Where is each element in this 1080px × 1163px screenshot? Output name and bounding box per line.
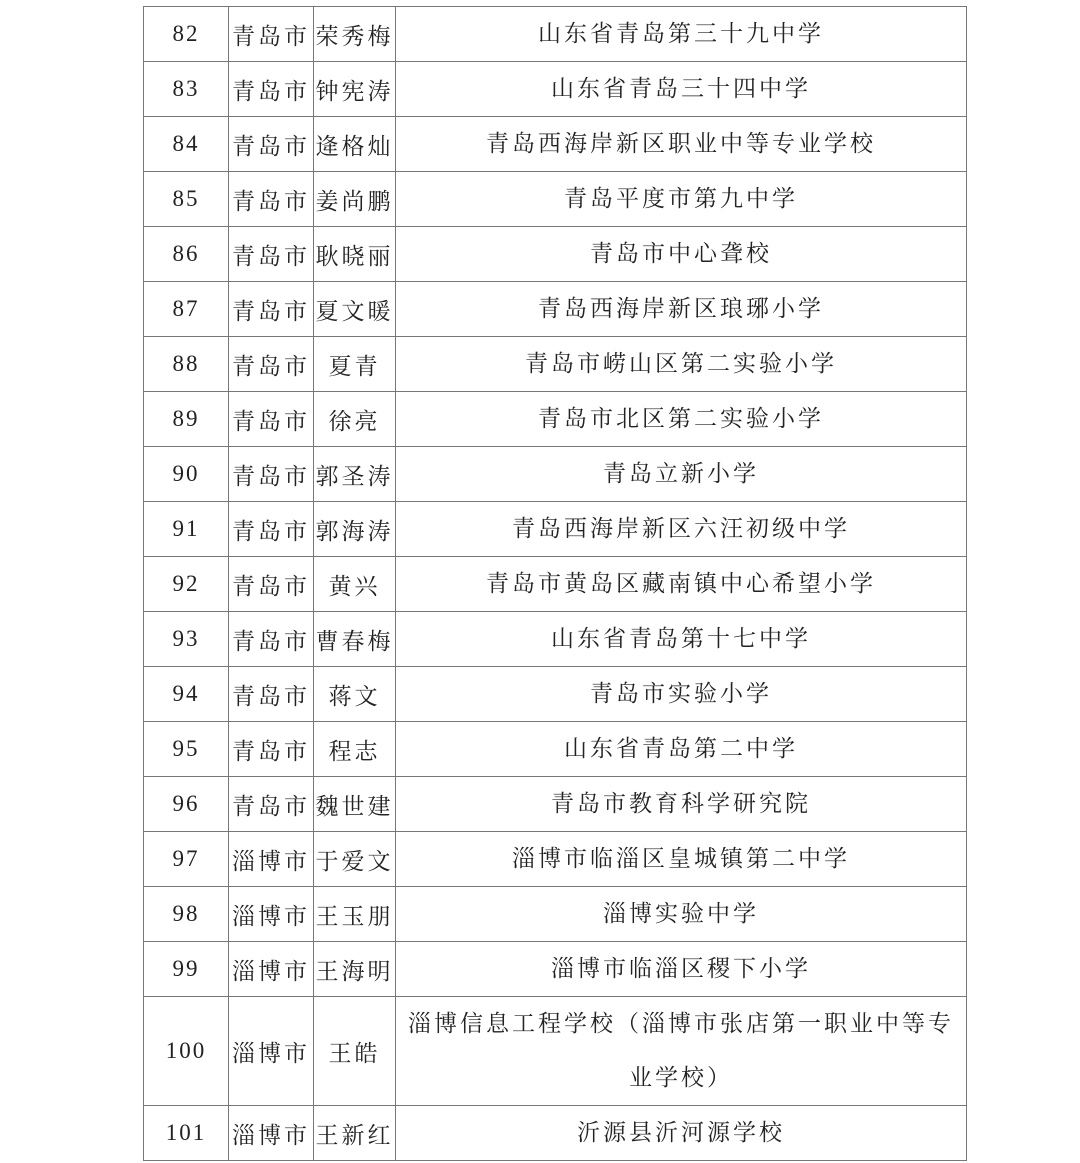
table-row bbox=[144, 1106, 967, 1161]
row-number: 82 bbox=[144, 7, 229, 62]
row-number: 89 bbox=[144, 392, 229, 447]
table-row bbox=[144, 117, 967, 172]
row-number: 86 bbox=[144, 227, 229, 282]
name-cell: 于爱文 bbox=[314, 832, 396, 887]
table-row bbox=[144, 337, 967, 392]
row-number: 91 bbox=[144, 502, 229, 557]
unit-cell: 青岛立新小学 bbox=[396, 447, 967, 502]
city-cell: 青岛市 bbox=[229, 557, 314, 612]
name-cell: 曹春梅 bbox=[314, 612, 396, 667]
city-cell: 淄博市 bbox=[229, 942, 314, 997]
unit-cell: 山东省青岛第十七中学 bbox=[396, 612, 967, 667]
unit-cell: 青岛市中心聋校 bbox=[396, 227, 967, 282]
name-cell: 黄兴 bbox=[314, 557, 396, 612]
table-row bbox=[144, 282, 967, 337]
city-cell: 青岛市 bbox=[229, 7, 314, 62]
city-cell: 淄博市 bbox=[229, 832, 314, 887]
name-cell: 魏世建 bbox=[314, 777, 396, 832]
unit-cell: 青岛平度市第九中学 bbox=[396, 172, 967, 227]
name-cell: 姜尚鹏 bbox=[314, 172, 396, 227]
name-cell: 荣秀梅 bbox=[314, 7, 396, 62]
city-cell: 青岛市 bbox=[229, 62, 314, 117]
row-number: 97 bbox=[144, 832, 229, 887]
row-number: 100 bbox=[144, 997, 229, 1106]
table-row bbox=[144, 62, 967, 117]
city-cell: 淄博市 bbox=[229, 997, 314, 1106]
unit-cell: 淄博市临淄区皇城镇第二中学 bbox=[396, 832, 967, 887]
name-cell: 王玉朋 bbox=[314, 887, 396, 942]
unit-cell: 山东省青岛三十四中学 bbox=[396, 62, 967, 117]
name-cell: 程志 bbox=[314, 722, 396, 777]
unit-cell: 青岛西海岸新区六汪初级中学 bbox=[396, 502, 967, 557]
city-cell: 青岛市 bbox=[229, 392, 314, 447]
unit-cell: 青岛市北区第二实验小学 bbox=[396, 392, 967, 447]
row-number: 96 bbox=[144, 777, 229, 832]
table-body bbox=[144, 7, 967, 1161]
row-number: 99 bbox=[144, 942, 229, 997]
city-cell: 青岛市 bbox=[229, 227, 314, 282]
table-row bbox=[144, 392, 967, 447]
name-cell: 耿晓丽 bbox=[314, 227, 396, 282]
city-cell: 青岛市 bbox=[229, 337, 314, 392]
city-cell: 青岛市 bbox=[229, 502, 314, 557]
table-row bbox=[144, 942, 967, 997]
name-cell: 王皓 bbox=[314, 997, 396, 1106]
unit-cell: 淄博信息工程学校（淄博市张店第一职业中等专业学校） bbox=[396, 997, 967, 1106]
table-row bbox=[144, 722, 967, 777]
table-row bbox=[144, 227, 967, 282]
name-cell: 郭圣涛 bbox=[314, 447, 396, 502]
name-cell: 徐亮 bbox=[314, 392, 396, 447]
name-cell: 夏青 bbox=[314, 337, 396, 392]
row-number: 93 bbox=[144, 612, 229, 667]
unit-cell: 淄博市临淄区稷下小学 bbox=[396, 942, 967, 997]
name-cell: 郭海涛 bbox=[314, 502, 396, 557]
city-cell: 青岛市 bbox=[229, 777, 314, 832]
table-row bbox=[144, 997, 967, 1106]
unit-cell: 淄博实验中学 bbox=[396, 887, 967, 942]
name-cell: 蒋文 bbox=[314, 667, 396, 722]
unit-cell: 青岛市崂山区第二实验小学 bbox=[396, 337, 967, 392]
unit-cell: 青岛市教育科学研究院 bbox=[396, 777, 967, 832]
row-number: 92 bbox=[144, 557, 229, 612]
name-cell: 王海明 bbox=[314, 942, 396, 997]
row-number: 95 bbox=[144, 722, 229, 777]
city-cell: 淄博市 bbox=[229, 1106, 314, 1161]
row-number: 88 bbox=[144, 337, 229, 392]
table-row bbox=[144, 612, 967, 667]
table-row bbox=[144, 172, 967, 227]
unit-cell: 沂源县沂河源学校 bbox=[396, 1106, 967, 1161]
city-cell: 青岛市 bbox=[229, 282, 314, 337]
name-cell: 钟宪涛 bbox=[314, 62, 396, 117]
table-row bbox=[144, 557, 967, 612]
name-cell: 夏文暖 bbox=[314, 282, 396, 337]
table-row bbox=[144, 777, 967, 832]
row-number: 84 bbox=[144, 117, 229, 172]
table-row bbox=[144, 667, 967, 722]
row-number: 87 bbox=[144, 282, 229, 337]
name-cell: 逄格灿 bbox=[314, 117, 396, 172]
personnel-table bbox=[143, 6, 967, 1161]
city-cell: 青岛市 bbox=[229, 447, 314, 502]
city-cell: 青岛市 bbox=[229, 722, 314, 777]
row-number: 90 bbox=[144, 447, 229, 502]
city-cell: 淄博市 bbox=[229, 887, 314, 942]
name-cell: 王新红 bbox=[314, 1106, 396, 1161]
city-cell: 青岛市 bbox=[229, 612, 314, 667]
row-number: 85 bbox=[144, 172, 229, 227]
unit-cell: 青岛市黄岛区藏南镇中心希望小学 bbox=[396, 557, 967, 612]
table-row bbox=[144, 7, 967, 62]
city-cell: 青岛市 bbox=[229, 172, 314, 227]
table-row bbox=[144, 447, 967, 502]
row-number: 98 bbox=[144, 887, 229, 942]
city-cell: 青岛市 bbox=[229, 117, 314, 172]
table-row bbox=[144, 502, 967, 557]
unit-cell: 山东省青岛第二中学 bbox=[396, 722, 967, 777]
row-number: 101 bbox=[144, 1106, 229, 1161]
unit-cell: 青岛市实验小学 bbox=[396, 667, 967, 722]
unit-cell: 山东省青岛第三十九中学 bbox=[396, 7, 967, 62]
unit-cell: 青岛西海岸新区琅琊小学 bbox=[396, 282, 967, 337]
table-row bbox=[144, 832, 967, 887]
table-row bbox=[144, 887, 967, 942]
unit-cell: 青岛西海岸新区职业中等专业学校 bbox=[396, 117, 967, 172]
row-number: 94 bbox=[144, 667, 229, 722]
city-cell: 青岛市 bbox=[229, 667, 314, 722]
row-number: 83 bbox=[144, 62, 229, 117]
